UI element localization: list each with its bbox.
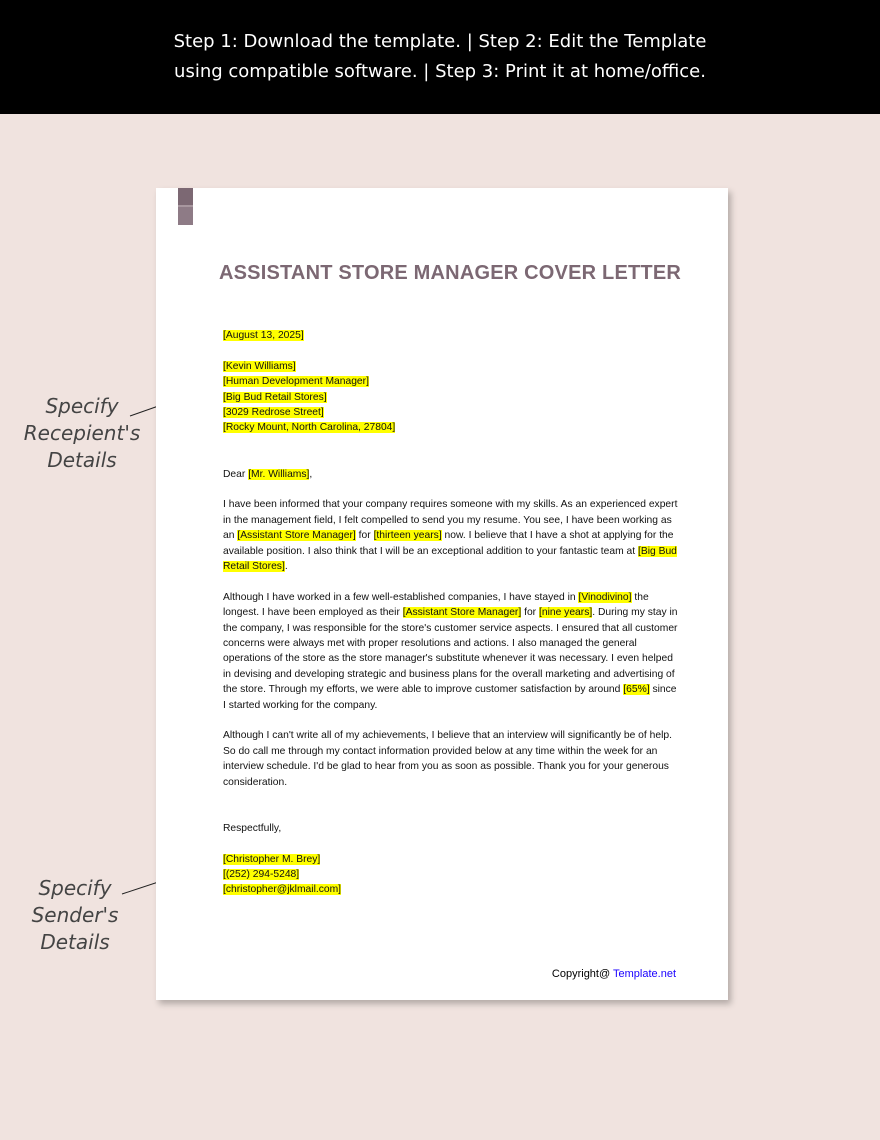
tab-top-segment	[178, 188, 193, 205]
p1-line-4	[223, 544, 678, 559]
paragraph-2	[223, 590, 678, 713]
p2-line-1	[223, 590, 678, 605]
copyright-footer	[552, 968, 676, 980]
target-company-field-part-2[interactable]: Retail Stores]	[223, 561, 285, 573]
p1-line-2: in the management field, I felt compelled to send you my resume. You see, I have been working as	[223, 514, 672, 526]
p2-line-8: I started working for the company.	[223, 699, 378, 711]
p2-line-7	[223, 682, 678, 697]
banner-line-1: Step 1: Download the template. | Step 2: Edit the Template	[173, 31, 707, 52]
recipient-position-field[interactable]: [Human Development Manager]	[223, 376, 369, 388]
paragraph-1	[223, 497, 678, 574]
sender-annotation-line-2: Sender's	[31, 903, 119, 927]
p2-line-2-text-c: for	[521, 607, 539, 619]
p3-line-2: So do call me through my contact information provided below at any time within the week for an	[223, 745, 658, 757]
recipient-name-field[interactable]: [Kevin Williams]	[223, 360, 296, 372]
tab-divider	[178, 205, 193, 207]
closing-line: Respectfully,	[223, 822, 282, 834]
previous-company-field[interactable]: [Vinodivino]	[578, 591, 632, 603]
paragraph-3	[223, 728, 678, 790]
sender-name-line	[223, 852, 678, 867]
recipient-annotation-line-1: Specify	[45, 394, 119, 418]
banner-line-2: using compatible software. | Step 3: Print it at home/office.	[174, 61, 706, 82]
recipient-city-line	[223, 420, 678, 435]
date-line	[223, 328, 678, 343]
sender-email-field[interactable]: [christopher@jklmail.com]	[223, 884, 342, 896]
copyright-prefix: Copyright@	[551, 968, 614, 980]
recipient-company-field[interactable]: [Big Bud Retail Stores]	[223, 391, 327, 403]
satisfaction-percent-field[interactable]: [65%]	[623, 684, 650, 696]
p2-line-3: the company, I was responsible for the store's customer service aspects. I ensured that all customer	[223, 622, 678, 634]
recipient-street-line	[223, 405, 678, 420]
recipient-annotation-line-3: Details	[47, 448, 117, 472]
p2-line-2-text-a: longest. I have been employed as their	[223, 607, 403, 619]
current-position-field[interactable]: [Assistant Store Manager]	[237, 530, 356, 542]
date-field[interactable]: [August 13, 2025]	[223, 330, 304, 341]
p1-line-3-text-e: now. I believe that I have a shot at applying for the	[441, 530, 674, 542]
recipient-annotation-line-2: Recepient's	[23, 421, 141, 445]
p1-line-4-text-a: available position. I also think that I will be an exceptional addition to your fantastic team at	[223, 545, 638, 557]
experience-duration-field[interactable]: [thirteen years]	[373, 530, 442, 542]
p3-line-3: interview schedule. I'd be glad to hear from you as soon as possible. Thank you for your generous	[223, 761, 669, 773]
sender-email-line	[223, 882, 678, 897]
recipient-city-field[interactable]: [Rocky Mount, North Carolina, 27804]	[223, 422, 396, 434]
letter-body	[223, 328, 678, 898]
p1-line-5	[223, 559, 678, 574]
p2-line-6: in devising and developing strategic and business plans for the overall marketing and advertising of	[223, 668, 675, 680]
sender-annotation	[15, 875, 135, 956]
template-net-link[interactable]: Template.net	[613, 968, 676, 980]
p3-line-1: Although I can't write all of my achievements, I believe that an interview will significantly be of help.	[223, 730, 672, 742]
p2-line-7-text-c: since	[649, 684, 677, 696]
salutation-name-field[interactable]: [Mr. Williams]	[248, 468, 310, 480]
p1-line-3	[223, 528, 678, 543]
p1-line-1: I have been informed that your company requires someone with my skills. As an experienced expert	[223, 499, 678, 511]
sender-name-field[interactable]: [Christopher M. Brey]	[223, 853, 321, 865]
p2-line-2	[223, 605, 678, 620]
recipient-position-line	[223, 374, 678, 389]
salutation-suffix: ,	[309, 468, 313, 480]
sender-annotation-line-1: Specify	[38, 876, 112, 900]
recipient-name-line	[223, 359, 678, 374]
recipient-annotation	[22, 393, 142, 474]
recipient-company-line	[223, 390, 678, 405]
p2-line-1-text-c: the	[631, 591, 649, 603]
salutation-prefix: Dear	[223, 468, 249, 480]
sender-phone-field[interactable]: [(252) 294-5248]	[223, 869, 300, 881]
p1-line-5-text-b: .	[284, 561, 288, 573]
p2-line-7-text-a: the store. Through my efforts, we were able to improve customer satisfaction by around	[223, 684, 624, 696]
previous-position-field[interactable]: [Assistant Store Manager]	[402, 607, 522, 619]
p2-line-2-text-e: . During my stay in	[592, 607, 678, 619]
p2-line-4: concerns were always met with proper resolutions and actions. I also managed the general	[223, 638, 637, 650]
salutation-line	[223, 467, 678, 482]
target-company-field-part-1[interactable]: [Big Bud	[637, 545, 677, 557]
p2-line-1-text-a: Although I have worked in a few well-established companies, I have stayed in	[223, 591, 579, 603]
p1-line-3-text-a: an	[223, 530, 238, 542]
letter-page	[156, 188, 728, 1000]
previous-duration-field[interactable]: [nine years]	[538, 607, 593, 619]
recipient-street-field[interactable]: [3029 Redrose Street]	[223, 407, 324, 419]
page-tab-decoration	[178, 188, 193, 225]
p3-line-4: consideration.	[223, 776, 288, 788]
letter-title: ASSISTANT STORE MANAGER COVER LETTER	[218, 262, 682, 284]
p1-line-3-text-c: for	[355, 530, 374, 542]
sender-phone-line	[223, 867, 678, 882]
p2-line-5: operations of the store as the store manager's substitute whenever it was necessary. I even helped	[223, 653, 673, 665]
sender-annotation-line-3: Details	[40, 930, 110, 954]
